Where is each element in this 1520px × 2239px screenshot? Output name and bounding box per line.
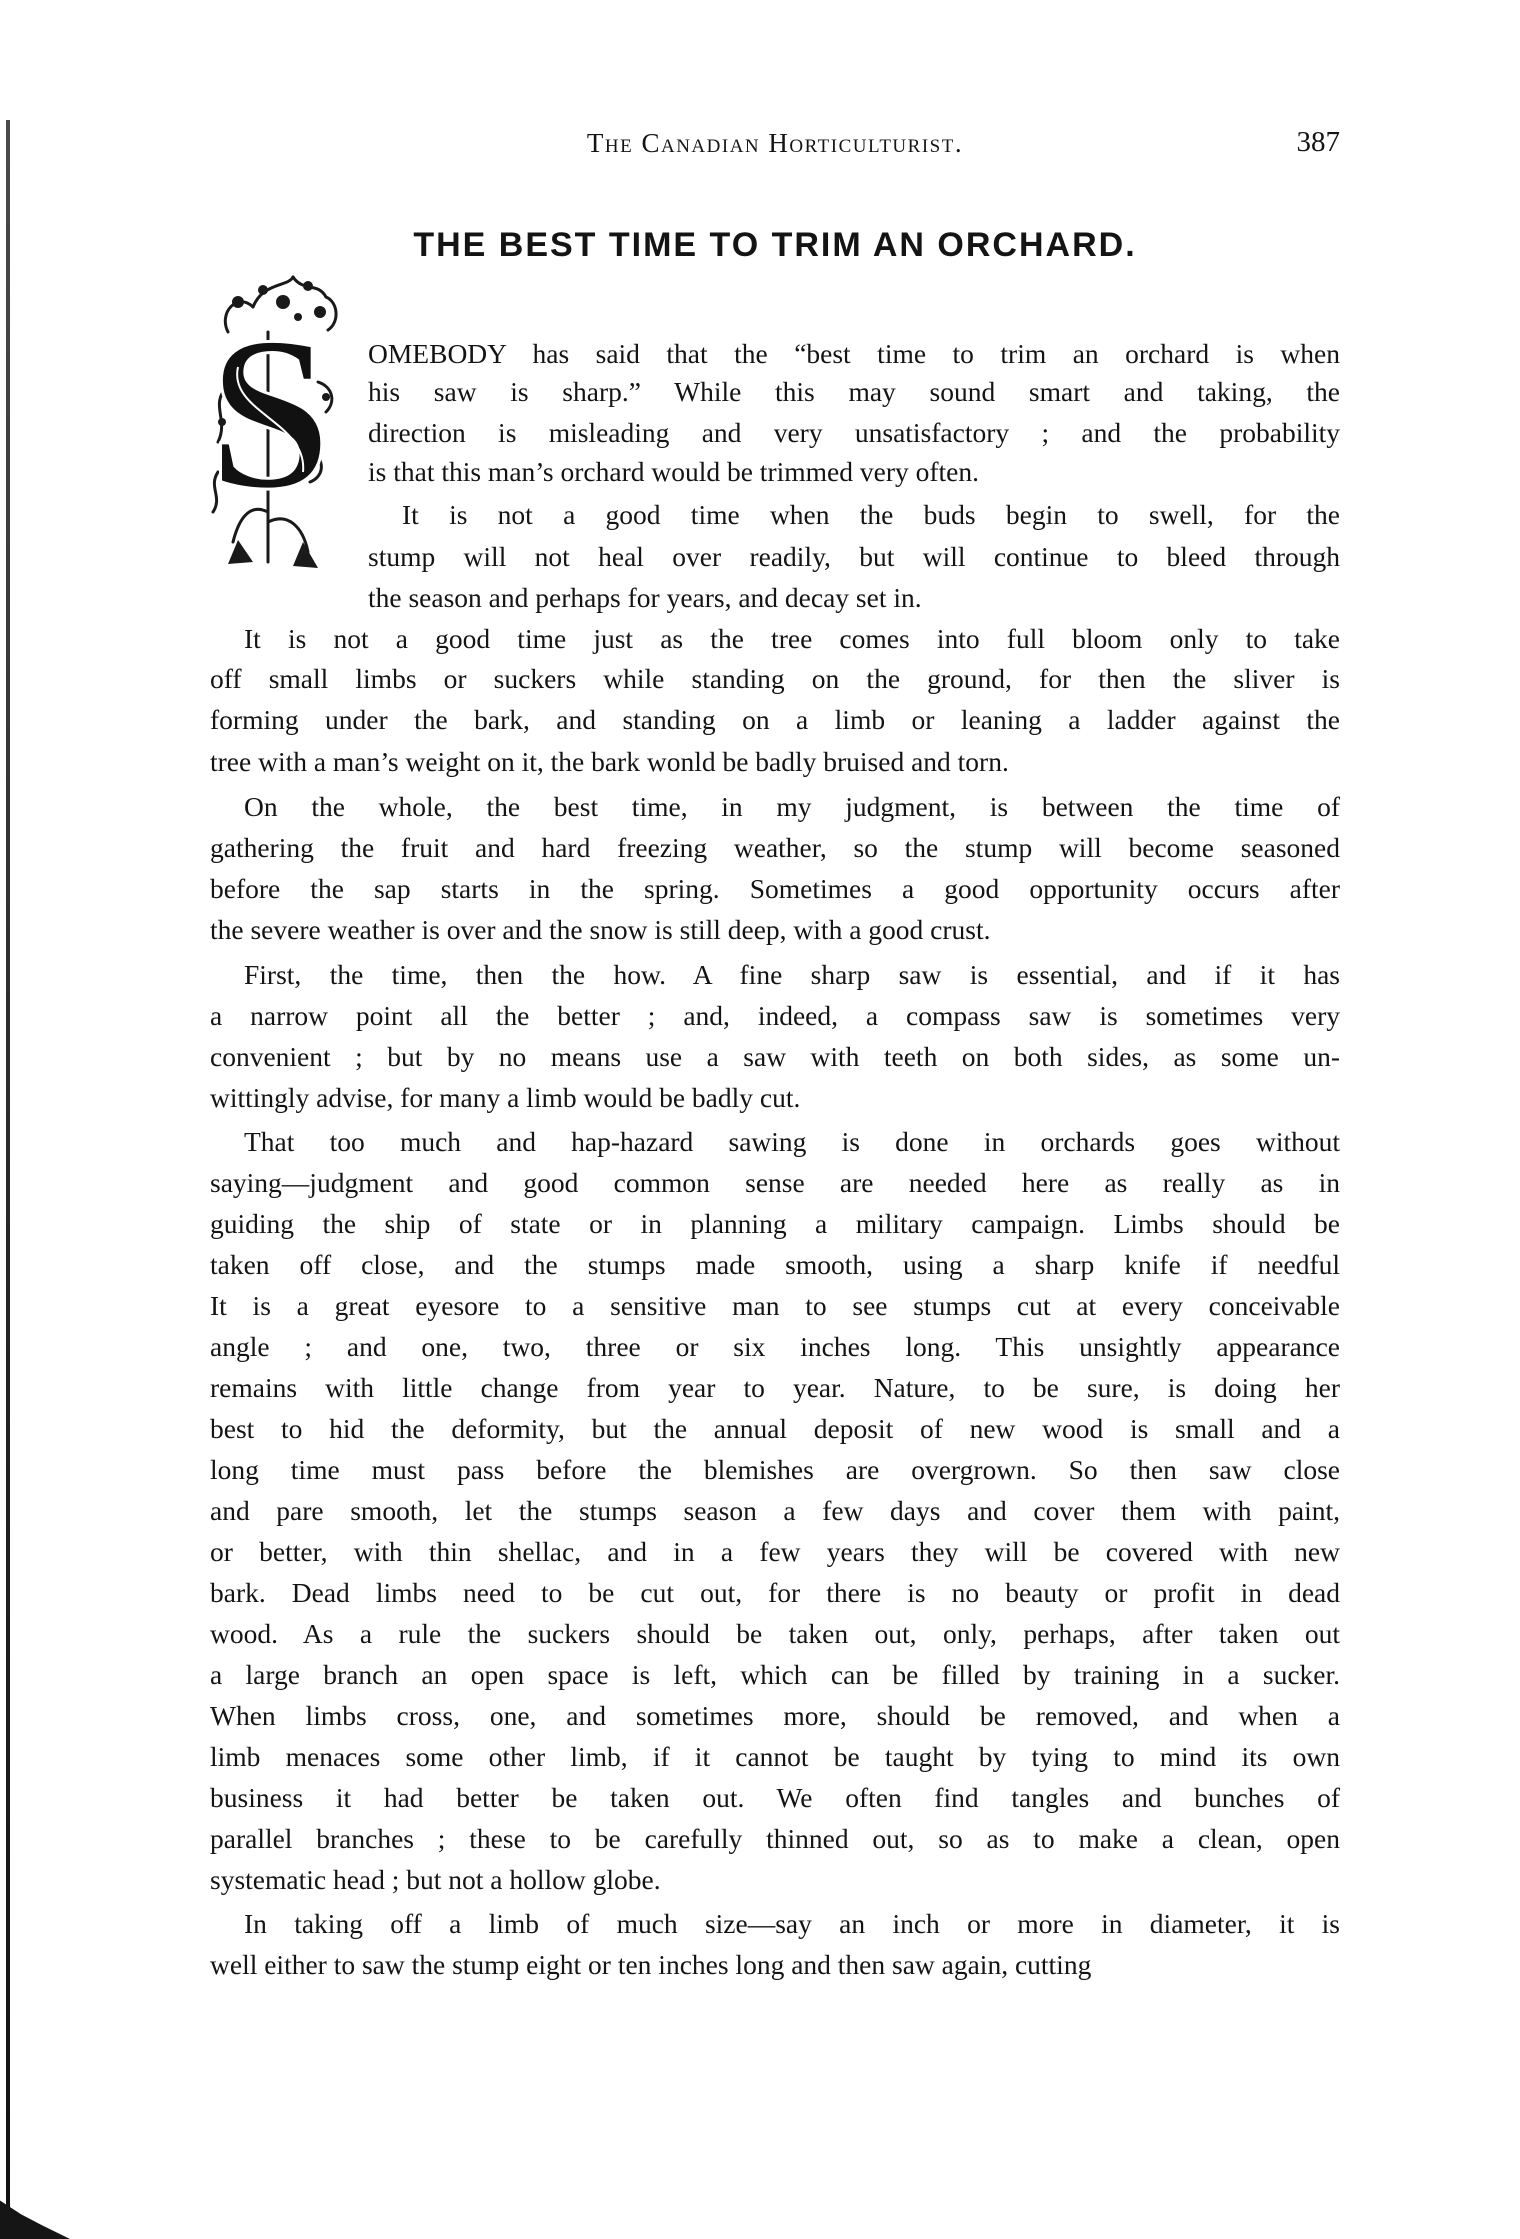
- page-number: 387: [1296, 126, 1340, 158]
- text-line: before the sap starts in the spring. Sometimes a good opportunity occurs after: [210, 873, 1340, 904]
- text-line: business it had better be taken out. We often find tangles and bunches of: [210, 1782, 1340, 1813]
- text-line: the severe weather is over and the snow is still deep, with a good crust.: [210, 914, 991, 945]
- text-line: OMEBODY has said that the “best time to trim an orchard is when: [368, 338, 1340, 369]
- scan-corner-shadow: [0, 2184, 70, 2239]
- text-line: On the whole, the best time, in my judgment, is between the time of: [244, 791, 1340, 822]
- text-line: guiding the ship of state or in planning a military campaign. Limbs should be: [210, 1208, 1340, 1239]
- text-line: saying—judgment and good common sense are needed here as really as in: [210, 1167, 1340, 1198]
- text-line: bark. Dead limbs need to be cut out, for there is no beauty or profit in dead: [210, 1577, 1340, 1608]
- running-title: The Canadian Horticulturist.: [586, 128, 964, 158]
- text-line: long time must pass before the blemishes are overgrown. So then saw close: [210, 1454, 1340, 1485]
- text-line: It is not a good time just as the tree comes into full bloom only to take: [244, 623, 1340, 654]
- text-line: and pare smooth, let the stumps season a few days and cover them with paint,: [210, 1495, 1340, 1526]
- text-line: systematic head ; but not a hollow globe.: [210, 1864, 661, 1895]
- text-line: wood. As a rule the suckers should be taken out, only, perhaps, after taken out: [210, 1618, 1340, 1649]
- text-line: It is a great eyesore to a sensitive man to see stumps cut at every conceivable: [210, 1290, 1340, 1321]
- drop-cap-letter: S: [208, 291, 332, 535]
- text-line: stump will not heal over readily, but will continue to bleed through: [368, 541, 1340, 572]
- text-line: parallel branches ; these to be carefully thinned out, so as to make a clean, open: [210, 1823, 1340, 1854]
- text-line: That too much and hap-hazard sawing is done in orchards goes without: [244, 1126, 1340, 1157]
- text-line: wittingly advise, for many a limb would be badly cut.: [210, 1082, 801, 1113]
- text-line: a narrow point all the better ; and, indeed, a compass saw is sometimes very: [210, 1000, 1340, 1031]
- text-line: off small limbs or suckers while standing on the ground, for then the sliver is: [210, 663, 1340, 694]
- floral-ornament-icon: [208, 272, 358, 572]
- ornamental-drop-cap: [208, 272, 358, 572]
- text-line: When limbs cross, one, and sometimes more, should be removed, and when a: [210, 1700, 1340, 1731]
- text-line: tree with a man’s weight on it, the bark wonld be badly bruised and torn.: [210, 746, 1009, 777]
- text-line: is that this man’s orchard would be trimmed very often.: [368, 456, 979, 487]
- text-line: a large branch an open space is left, which can be filled by training in a sucker.: [210, 1659, 1340, 1690]
- article-title: THE BEST TIME TO TRIM AN ORCHARD.: [413, 226, 1137, 264]
- text-line: convenient ; but by no means use a saw with teeth on both sides, as some un-: [210, 1041, 1340, 1072]
- text-line: taken off close, and the stumps made smooth, using a sharp knife if needful: [210, 1249, 1340, 1280]
- text-line: First, the time, then the how. A fine sharp saw is essential, and if it has: [244, 959, 1340, 990]
- text-line: remains with little change from year to year. Nature, to be sure, is doing her: [210, 1372, 1340, 1403]
- text-line: direction is misleading and very unsatisfactory ; and the probability: [368, 417, 1340, 448]
- text-line: In taking off a limb of much size—say an inch or more in diameter, it is: [244, 1908, 1340, 1939]
- text-line: angle ; and one, two, three or six inches long. This unsightly appearance: [210, 1331, 1340, 1362]
- text-line: the season and perhaps for years, and decay set in.: [368, 582, 922, 613]
- scan-binding-edge: [6, 120, 10, 2239]
- text-line: gathering the fruit and hard freezing weather, so the stump will become seasoned: [210, 832, 1340, 863]
- text-line: forming under the bark, and standing on a limb or leaning a ladder against the: [210, 704, 1340, 735]
- text-line: or better, with thin shellac, and in a few years they will be covered with new: [210, 1536, 1340, 1567]
- text-line: It is not a good time when the buds begin to swell, for the: [402, 499, 1340, 530]
- text-line: limb menaces some other limb, if it cannot be taught by tying to mind its own: [210, 1741, 1340, 1772]
- text-line: his saw is sharp.” While this may sound smart and taking, the: [368, 376, 1340, 407]
- text-line: best to hid the deformity, but the annual deposit of new wood is small and a: [210, 1413, 1340, 1444]
- running-head: [210, 128, 1340, 168]
- text-line: well either to saw the stump eight or ten inches long and then saw again, cutting: [210, 1949, 1092, 1980]
